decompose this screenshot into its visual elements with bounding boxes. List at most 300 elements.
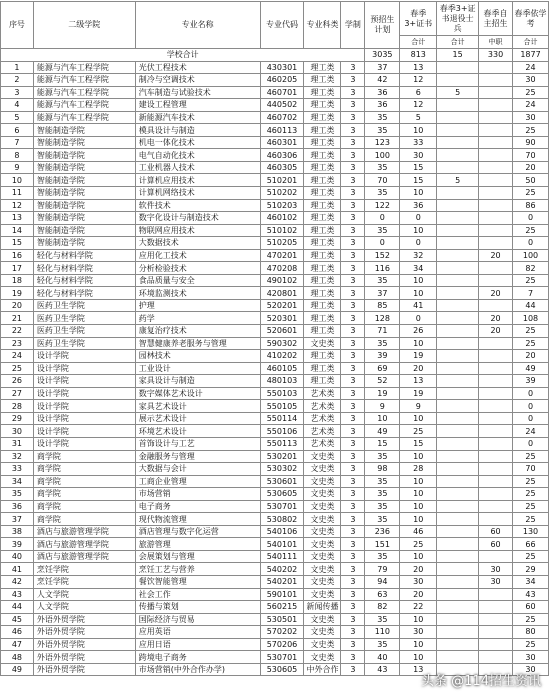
cell-major: 应用日语 [135,638,260,651]
cell-index: 8 [1,149,34,162]
cell-independent [479,613,513,626]
cell-certificate: 20 [400,588,437,601]
cell-college: 轻化与材料学院 [33,249,135,262]
cell-plan: 52 [365,375,400,388]
cell-plan: 79 [365,563,400,576]
cell-index: 28 [1,400,34,413]
cell-plan: 35 [365,475,400,488]
cell-exam: 49 [513,362,549,375]
cell-category: 理工类 [304,274,341,287]
cell-veteran [437,550,479,563]
cell-certificate: 15 [400,161,437,174]
cell-exam: 25 [513,450,549,463]
cell-duration: 3 [341,387,365,400]
cell-independent [479,262,513,275]
cell-plan: 37 [365,61,400,74]
table-row [1,86,549,99]
cell-exam: 0 [513,437,549,450]
cell-certificate: 10 [400,638,437,651]
cell-code: 520301 [260,312,304,325]
cell-veteran [437,199,479,212]
cell-certificate: 26 [400,325,437,338]
cell-code: 460702 [260,111,304,124]
cell-category: 理工类 [304,174,341,187]
table-row [1,475,549,488]
cell-independent [479,362,513,375]
cell-exam: 30 [513,74,549,87]
cell-exam: 0 [513,412,549,425]
cell-index: 42 [1,575,34,588]
cell-duration: 3 [341,274,365,287]
cell-exam: 25 [513,224,549,237]
cell-index: 46 [1,626,34,639]
cell-veteran [437,463,479,476]
cell-exam: 25 [513,337,549,350]
cell-index: 41 [1,563,34,576]
table-row [1,224,549,237]
cell-major: 应用化工技术 [135,249,260,262]
header-plan: 预招生计划 [365,2,400,49]
cell-certificate: 20 [400,563,437,576]
cell-exam: 25 [513,274,549,287]
cell-code: 510205 [260,237,304,250]
cell-category: 理工类 [304,350,341,363]
subheader-total: 合计 [513,36,549,49]
cell-major: 计算机应用技术 [135,174,260,187]
cell-exam: 90 [513,136,549,149]
cell-category: 理工类 [304,99,341,112]
table-row [1,425,549,438]
header-index: 序号 [1,2,34,49]
cell-college: 设计学院 [33,425,135,438]
cell-code: 590101 [260,588,304,601]
cell-index: 34 [1,475,34,488]
table-row [1,299,549,312]
cell-major: 智慧健康养老服务与管理 [135,337,260,350]
cell-exam: 25 [513,638,549,651]
watermark-text: 头条 @114招生资讯 [421,674,541,689]
cell-exam: 25 [513,475,549,488]
cell-certificate: 0 [400,312,437,325]
cell-veteran [437,488,479,501]
cell-exam: 0 [513,400,549,413]
cell-plan: 10 [365,412,400,425]
cell-code: 530605 [260,488,304,501]
cell-plan: 36 [365,86,400,99]
table-row [1,575,549,588]
cell-code: 530302 [260,463,304,476]
cell-major: 数字化设计与制造技术 [135,212,260,225]
cell-category: 理工类 [304,325,341,338]
header-code: 专业代码 [260,2,304,49]
cell-certificate: 22 [400,601,437,614]
cell-veteran [437,387,479,400]
cell-plan: 122 [365,199,400,212]
cell-code: 530701 [260,500,304,513]
table-row [1,450,549,463]
totals-independent: 330 [479,49,513,62]
cell-exam: 0 [513,237,549,250]
cell-certificate: 13 [400,375,437,388]
cell-veteran [437,350,479,363]
cell-major: 环境监测技术 [135,287,260,300]
cell-plan: 98 [365,463,400,476]
cell-index: 32 [1,450,34,463]
cell-college: 能源与汽车工程学院 [33,74,135,87]
cell-index: 22 [1,325,34,338]
cell-exam: 25 [513,86,549,99]
cell-category: 理工类 [304,287,341,300]
cell-duration: 3 [341,575,365,588]
cell-certificate: 25 [400,425,437,438]
cell-plan: 151 [365,538,400,551]
cell-independent: 60 [479,538,513,551]
cell-college: 设计学院 [33,437,135,450]
cell-major: 大数据与会计 [135,463,260,476]
table-row [1,212,549,225]
cell-certificate: 10 [400,613,437,626]
cell-plan: 116 [365,262,400,275]
cell-veteran [437,249,479,262]
cell-college: 轻化与材料学院 [33,262,135,275]
cell-certificate: 10 [400,500,437,513]
cell-college: 医药卫生学院 [33,337,135,350]
cell-major: 家具设计与制造 [135,375,260,388]
cell-exam: 70 [513,463,549,476]
cell-index: 17 [1,262,34,275]
cell-major: 现代物流管理 [135,513,260,526]
cell-major: 家具艺术设计 [135,400,260,413]
cell-index: 3 [1,86,34,99]
cell-code: 470201 [260,249,304,262]
cell-college: 能源与汽车工程学院 [33,61,135,74]
cell-duration: 3 [341,412,365,425]
cell-veteran [437,224,479,237]
cell-veteran [437,237,479,250]
cell-code: 520601 [260,325,304,338]
cell-code: 530201 [260,450,304,463]
cell-independent: 30 [479,563,513,576]
cell-code: 470208 [260,262,304,275]
cell-plan: 85 [365,299,400,312]
cell-veteran: 5 [437,174,479,187]
cell-duration: 3 [341,99,365,112]
table-row [1,613,549,626]
cell-code: 490102 [260,274,304,287]
header-spring-veteran: 春季3+证书退役士兵 [437,2,479,36]
cell-veteran [437,136,479,149]
cell-independent [479,61,513,74]
cell-college: 设计学院 [33,387,135,400]
cell-duration: 3 [341,563,365,576]
cell-major: 护理 [135,299,260,312]
cell-independent [479,588,513,601]
cell-duration: 3 [341,237,365,250]
totals-label: 学校合计 [1,49,365,62]
cell-category: 文史类 [304,638,341,651]
cell-certificate: 10 [400,488,437,501]
cell-category: 理工类 [304,262,341,275]
cell-veteran [437,187,479,200]
cell-index: 49 [1,663,34,676]
cell-category: 文史类 [304,475,341,488]
cell-major: 酒店管理与数字化运营 [135,525,260,538]
cell-certificate: 6 [400,86,437,99]
cell-college: 设计学院 [33,412,135,425]
cell-index: 47 [1,638,34,651]
cell-veteran [437,638,479,651]
cell-category: 理工类 [304,161,341,174]
cell-category: 理工类 [304,224,341,237]
cell-major: 药学 [135,312,260,325]
cell-college: 人文学院 [33,601,135,614]
cell-exam: 20 [513,350,549,363]
cell-independent [479,475,513,488]
cell-index: 11 [1,187,34,200]
totals-exam: 1877 [513,49,549,62]
cell-independent [479,412,513,425]
cell-duration: 3 [341,475,365,488]
cell-category: 理工类 [304,362,341,375]
cell-code: 550103 [260,387,304,400]
cell-independent [479,350,513,363]
cell-veteran [437,425,479,438]
cell-college: 外语外贸学院 [33,663,135,676]
cell-major: 机电一体化技术 [135,136,260,149]
cell-duration: 3 [341,437,365,450]
cell-index: 1 [1,61,34,74]
cell-duration: 3 [341,74,365,87]
table-row [1,437,549,450]
cell-college: 外语外贸学院 [33,638,135,651]
cell-duration: 3 [341,325,365,338]
table-row [1,350,549,363]
cell-exam: 7 [513,287,549,300]
totals-row [1,49,549,62]
cell-major: 旅游管理 [135,538,260,551]
cell-exam: 66 [513,538,549,551]
cell-category: 理工类 [304,312,341,325]
cell-certificate: 15 [400,437,437,450]
cell-code: 570202 [260,626,304,639]
header-duration: 学制 [341,2,365,49]
cell-plan: 9 [365,400,400,413]
cell-code: 540101 [260,538,304,551]
cell-plan: 100 [365,149,400,162]
cell-index: 13 [1,212,34,225]
cell-exam: 30 [513,663,549,676]
table-row [1,538,549,551]
cell-college: 商学院 [33,488,135,501]
cell-veteran [437,475,479,488]
cell-category: 文史类 [304,525,341,538]
cell-code: 530701 [260,651,304,664]
cell-major: 分析检验技术 [135,262,260,275]
cell-veteran [437,626,479,639]
cell-major: 跨境电子商务 [135,651,260,664]
cell-major: 新能源汽车技术 [135,111,260,124]
cell-plan: 70 [365,174,400,187]
subheader-total: 合计 [437,36,479,49]
table-row [1,74,549,87]
cell-certificate: 36 [400,199,437,212]
cell-major: 烹饪工艺与营养 [135,563,260,576]
cell-plan: 0 [365,237,400,250]
table-header-row [1,2,549,36]
cell-duration: 3 [341,149,365,162]
cell-college: 轻化与材料学院 [33,287,135,300]
cell-exam: 25 [513,124,549,137]
cell-certificate: 13 [400,61,437,74]
cell-plan: 35 [365,613,400,626]
cell-college: 能源与汽车工程学院 [33,86,135,99]
cell-certificate: 9 [400,400,437,413]
cell-index: 15 [1,237,34,250]
cell-category: 理工类 [304,249,341,262]
cell-veteran [437,325,479,338]
cell-independent [479,387,513,400]
cell-plan: 63 [365,588,400,601]
cell-certificate: 10 [400,412,437,425]
cell-major: 会展策划与管理 [135,550,260,563]
cell-veteran [437,274,479,287]
cell-major: 环境艺术设计 [135,425,260,438]
cell-code: 560215 [260,601,304,614]
cell-duration: 3 [341,224,365,237]
cell-code: 550106 [260,425,304,438]
cell-certificate: 19 [400,387,437,400]
cell-category: 理工类 [304,111,341,124]
cell-certificate: 13 [400,663,437,676]
cell-exam: 29 [513,563,549,576]
cell-veteran [437,337,479,350]
cell-major: 电气自动化技术 [135,149,260,162]
cell-veteran [437,212,479,225]
cell-exam: 25 [513,325,549,338]
cell-independent [479,174,513,187]
table-row [1,638,549,651]
cell-independent [479,601,513,614]
cell-certificate: 10 [400,651,437,664]
cell-plan: 82 [365,601,400,614]
cell-veteran [437,124,479,137]
cell-code: 460306 [260,149,304,162]
cell-independent [479,199,513,212]
cell-code: 420801 [260,287,304,300]
cell-certificate: 10 [400,337,437,350]
cell-veteran [437,500,479,513]
cell-exam: 43 [513,588,549,601]
cell-college: 设计学院 [33,362,135,375]
cell-plan: 35 [365,124,400,137]
cell-duration: 3 [341,601,365,614]
cell-veteran [437,538,479,551]
table-row [1,99,549,112]
cell-independent [479,212,513,225]
cell-index: 43 [1,588,34,601]
table-row [1,387,549,400]
cell-plan: 37 [365,287,400,300]
cell-veteran [437,312,479,325]
header-spring-independent: 春季自主招生 [479,2,513,36]
cell-veteran [437,61,479,74]
cell-duration: 3 [341,538,365,551]
table-row [1,111,549,124]
cell-duration: 3 [341,299,365,312]
cell-exam: 24 [513,99,549,112]
cell-college: 智能制造学院 [33,187,135,200]
cell-duration: 3 [341,651,365,664]
cell-plan: 35 [365,450,400,463]
cell-category: 文史类 [304,500,341,513]
cell-certificate: 10 [400,224,437,237]
cell-plan: 35 [365,187,400,200]
cell-category: 艺术类 [304,425,341,438]
cell-code: 550113 [260,437,304,450]
cell-duration: 3 [341,425,365,438]
cell-college: 设计学院 [33,375,135,388]
cell-independent [479,463,513,476]
cell-veteran [437,375,479,388]
cell-independent [479,136,513,149]
table-row [1,400,549,413]
cell-plan: 110 [365,626,400,639]
cell-certificate: 25 [400,538,437,551]
cell-index: 12 [1,199,34,212]
cell-college: 酒店与旅游管理学院 [33,525,135,538]
cell-index: 27 [1,387,34,400]
cell-veteran [437,362,479,375]
cell-veteran [437,262,479,275]
cell-exam: 25 [513,187,549,200]
cell-code: 510201 [260,174,304,187]
cell-exam: 100 [513,249,549,262]
cell-independent [479,274,513,287]
cell-code: 510203 [260,199,304,212]
cell-plan: 236 [365,525,400,538]
cell-duration: 3 [341,249,365,262]
cell-category: 理工类 [304,124,341,137]
cell-independent [479,86,513,99]
table-row [1,563,549,576]
cell-category: 文史类 [304,563,341,576]
cell-duration: 3 [341,500,365,513]
cell-code: 460701 [260,86,304,99]
header-spring-exam: 春季依学考 [513,2,549,36]
cell-category: 理工类 [304,237,341,250]
cell-exam: 25 [513,488,549,501]
cell-index: 21 [1,312,34,325]
cell-plan: 71 [365,325,400,338]
cell-category: 文史类 [304,651,341,664]
totals-veteran: 15 [437,49,479,62]
cell-code: 530802 [260,513,304,526]
cell-index: 25 [1,362,34,375]
table-row [1,325,549,338]
cell-code: 480103 [260,375,304,388]
cell-college: 智能制造学院 [33,237,135,250]
cell-category: 文史类 [304,575,341,588]
cell-category: 文史类 [304,463,341,476]
cell-exam: 30 [513,111,549,124]
cell-independent [479,74,513,87]
cell-major: 园林技术 [135,350,260,363]
cell-index: 38 [1,525,34,538]
cell-veteran [437,651,479,664]
cell-plan: 42 [365,74,400,87]
cell-certificate: 10 [400,187,437,200]
cell-college: 酒店与旅游管理学院 [33,538,135,551]
